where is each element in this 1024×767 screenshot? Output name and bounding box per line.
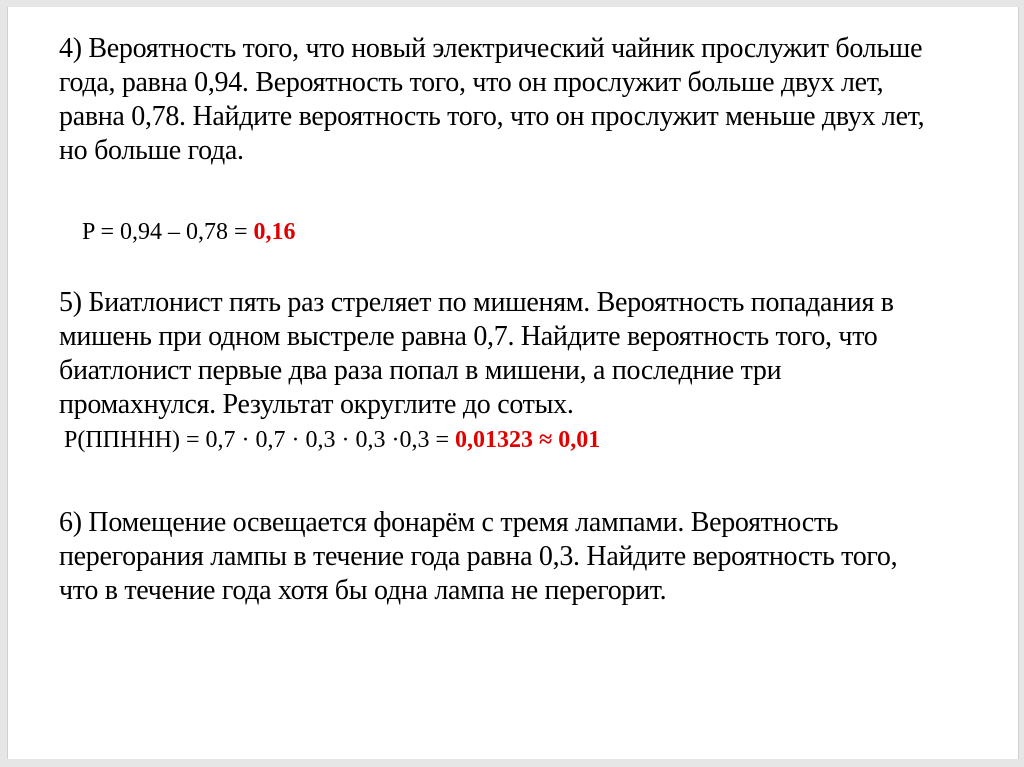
problem-5-formula: P(ППННН) = 0,7 · 0,7 · 0,3 · 0,3 ·0,3 = xyxy=(64,427,456,453)
problem-4-answer: 0,16 xyxy=(253,219,296,245)
problem-5-solution xyxy=(64,426,600,454)
problem-4-text: 4) Вероятность того, что новый электрический чайник прослужит больше года, равна 0,94. Вероятность того, что он прослужит больше двух лет, равна 0,78. Найдите вероятность того, что он прослужит меньше двух лет, но больше года. xyxy=(59,33,925,166)
slide xyxy=(7,7,1019,759)
problem-4-solution xyxy=(82,218,296,246)
problem-5-answer: 0,01323 ≈ 0,01 xyxy=(455,427,601,453)
problem-6-text: 6) Помещение освещается фонарём с тремя лампами. Вероятность перегорания лампы в течение года равна 0,3. Найдите вероятность того, что в течение года хотя бы одна лампа не перегорит. xyxy=(59,507,898,606)
problem-4-formula: P = 0,94 – 0,78 = xyxy=(82,219,254,245)
problem-5-text: 5) Биатлонист пять раз стреляет по мишеням. Вероятность попадания в мишень при одном выстреле равна 0,7. Найдите вероятность того, что биатлонист первые два раза попал в мишени, а последние три промахнулся. Результат округлите до сотых. xyxy=(59,287,894,420)
